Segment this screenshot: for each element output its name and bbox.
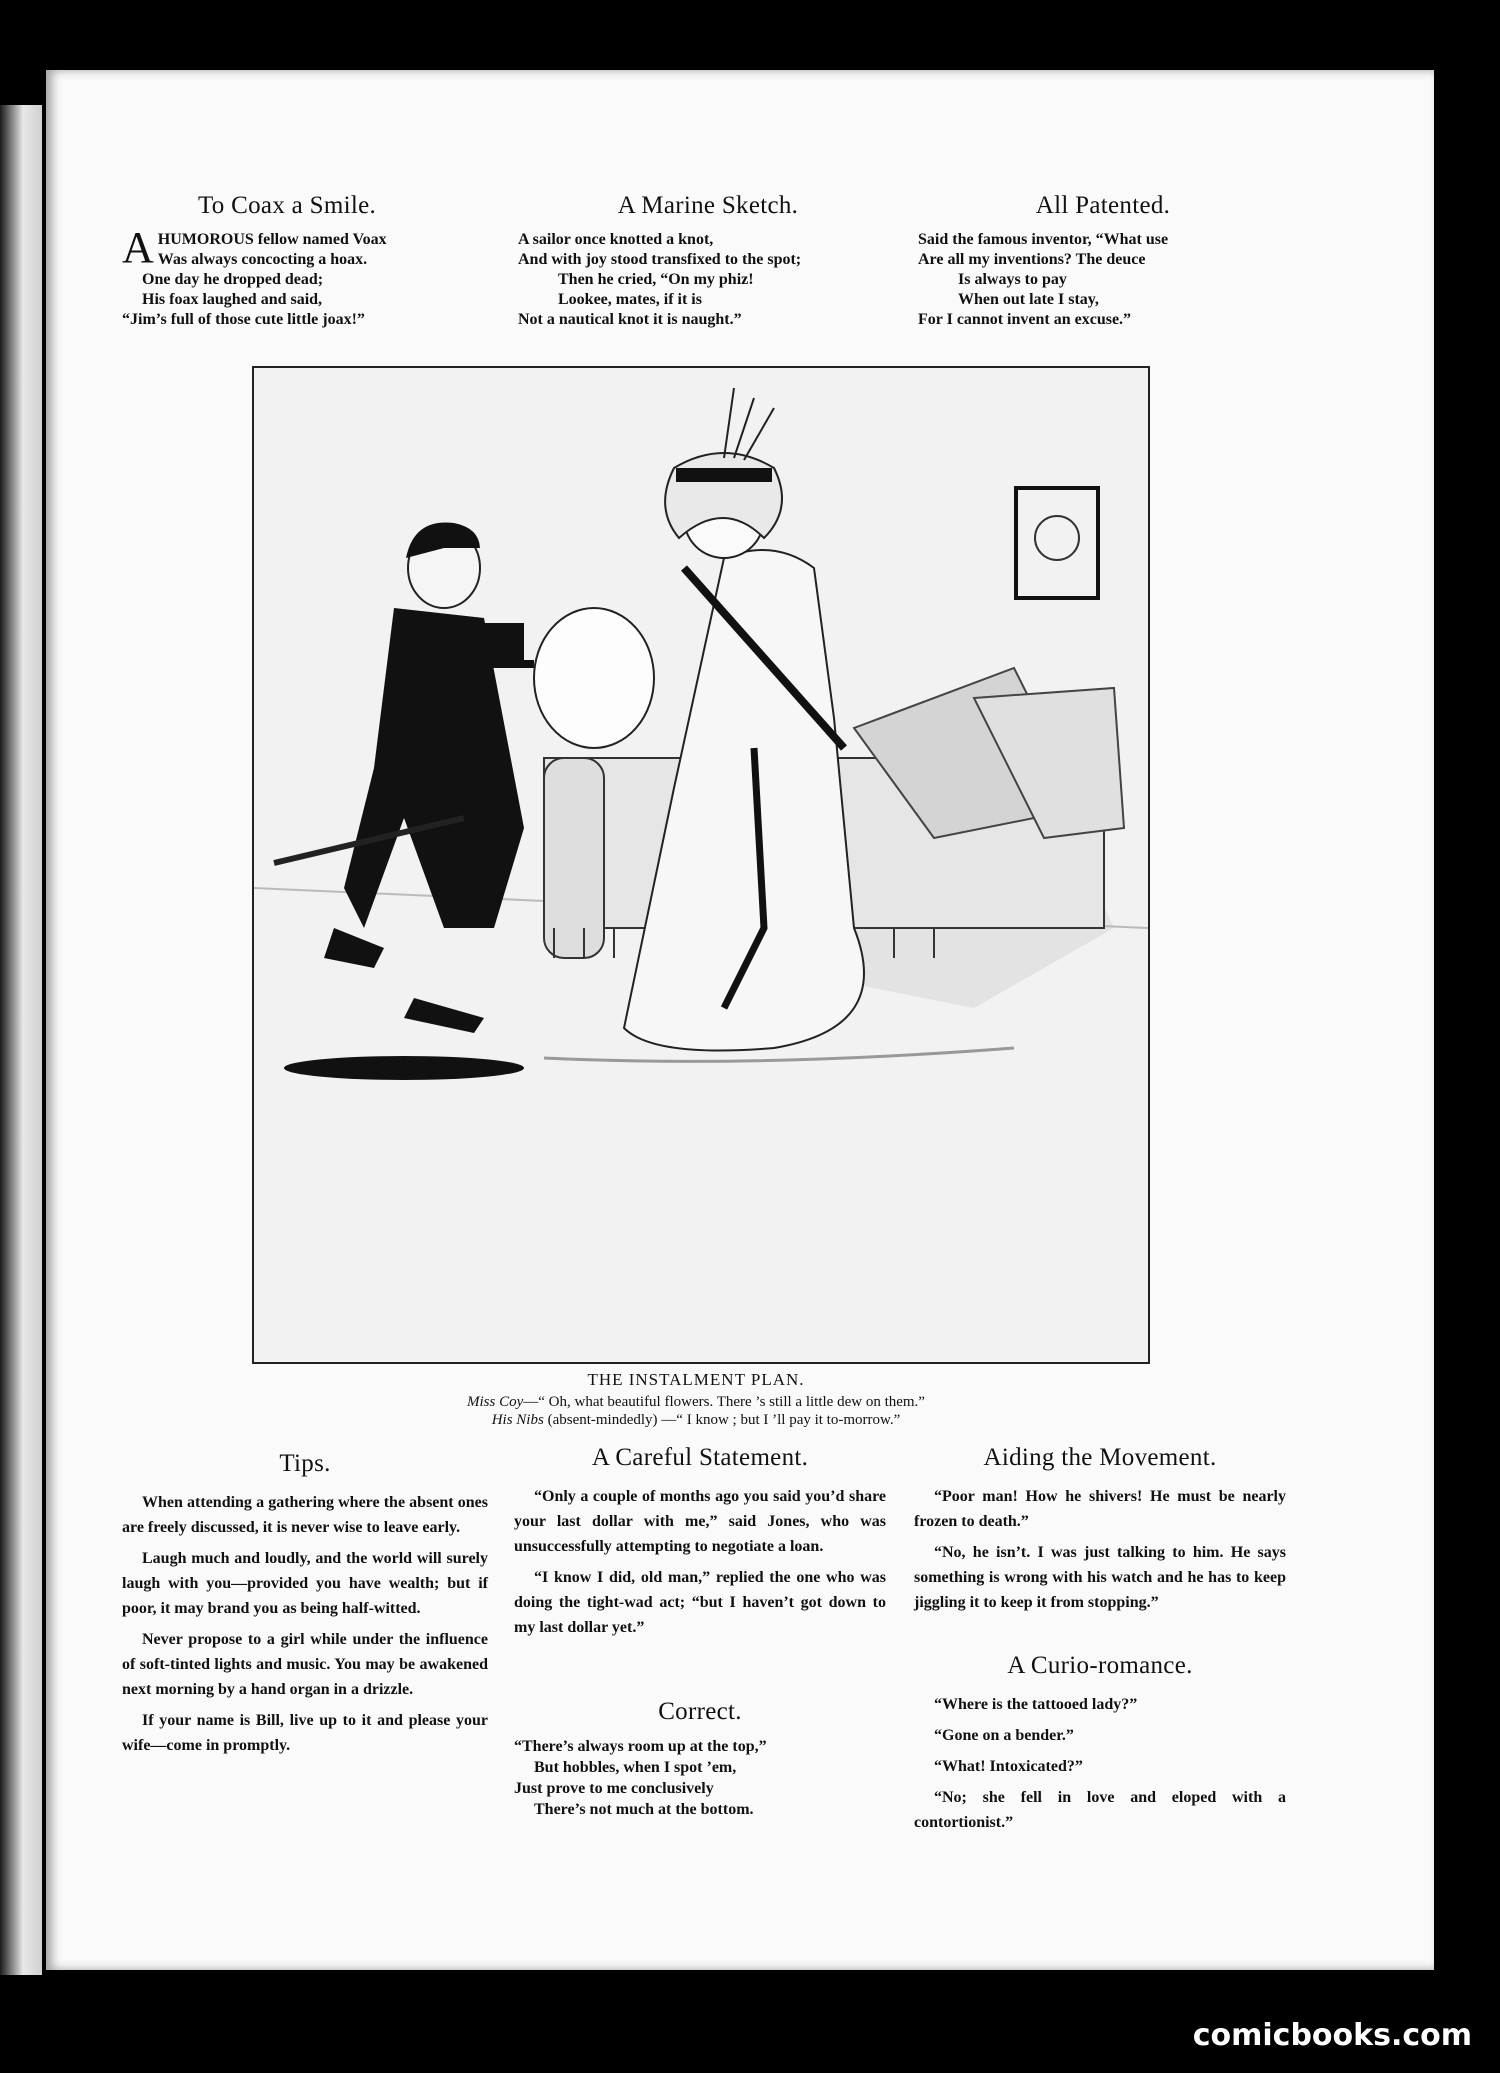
poem-line: Are all my inventions? The deuce — [918, 251, 1146, 268]
paragraph: “Only a couple of months ago you said you’d share your last dollar with me,” said Jones, who was unsuccessfully attempting to negotiate a loan. — [514, 1488, 886, 1555]
caption-text: —“ Oh, what beautiful flowers. There ’s still a little dew on them.” — [523, 1394, 925, 1410]
poem-line: Lookee, mates, if it is — [558, 291, 702, 308]
poem-line: Was always concocting a hoax. — [157, 251, 368, 268]
cartoon-drawing — [254, 368, 1148, 1362]
poem-line: When out late I stay, — [958, 291, 1099, 308]
caption-speaker: Miss Coy — [467, 1394, 524, 1410]
poem-line: There’s not much at the bottom. — [534, 1801, 754, 1818]
poem-patented — [918, 192, 1288, 330]
paragraph: When attending a gathering where the absent ones are freely discussed, it is never wise to leave early. — [122, 1494, 488, 1536]
left-page-edge — [0, 105, 42, 1975]
paragraph: “No; she fell in love and eloped with a contortionist.” — [914, 1789, 1286, 1831]
article-title: A Curio-romance. — [1007, 1652, 1193, 1679]
article-aiding — [914, 1444, 1286, 1621]
poem-line: For I cannot invent an excuse.” — [918, 311, 1132, 328]
paragraph: “Gone on a bender.” — [934, 1727, 1074, 1744]
paragraph: If your name is Bill, live up to it and please your wife—come in promptly. — [122, 1712, 488, 1754]
poem-line: A sailor once knotted a knot, — [518, 231, 714, 248]
poem-line: But hobbles, when I spot ’em, — [534, 1759, 737, 1776]
poem-title: A Marine Sketch. — [617, 192, 799, 219]
poem-line: Just prove to me conclusively — [514, 1780, 714, 1797]
paragraph: Laugh much and loudly, and the world will surely laugh with you—provided you have wealth; but if poor, it may brand you as being half-witted. — [122, 1550, 488, 1617]
poem-line: HUMOROUS fellow named Voax — [157, 231, 387, 248]
article-body — [514, 1484, 886, 1640]
paragraph: “What! Intoxicated?” — [934, 1758, 1083, 1775]
article-title: Tips. — [279, 1450, 331, 1477]
site-watermark: comicbooks.com — [1192, 2018, 1472, 2053]
caption-line-1 — [296, 1394, 1096, 1411]
caption-speaker: His Nibs — [491, 1412, 544, 1428]
paragraph: “I know I did, old man,” replied the one who was doing the tight-wad act; “but I haven’t got down to my last dollar yet.” — [514, 1569, 886, 1636]
article-tips — [122, 1450, 488, 1764]
poem-line: And with joy stood transfixed to the spot; — [518, 251, 802, 268]
poem-line: “There’s always room up at the top,” — [514, 1738, 767, 1755]
poem-correct — [514, 1698, 886, 1820]
poem-marine — [518, 192, 898, 330]
poem-body — [122, 223, 452, 330]
poem-line: His foax laughed and said, — [142, 291, 323, 308]
poem-line: One day he dropped dead; — [142, 271, 324, 288]
paragraph: “No, he isn’t. I was just talking to him. He says something is wrong with his watch and he has to keep jiggling it to keep it from stopping.” — [914, 1544, 1286, 1611]
caption-title: THE INSTALMENT PLAN. — [587, 1370, 805, 1389]
dropcap: A — [122, 223, 154, 272]
article-title: Aiding the Movement. — [983, 1444, 1217, 1471]
poem-body — [514, 1736, 886, 1820]
poem-title: To Coax a Smile. — [197, 192, 377, 219]
caption-line-2 — [296, 1412, 1096, 1429]
poem-body — [918, 230, 1288, 330]
paragraph: Never propose to a girl while under the influence of soft-tinted lights and music. You may be awakened next morning by a hand organ in a drizzle. — [122, 1631, 488, 1698]
poem-line: Not a nautical knot it is naught.” — [518, 311, 742, 328]
article-careful — [514, 1444, 886, 1646]
paragraph: “Poor man! How he shivers! He must be nearly frozen to death.” — [914, 1488, 1286, 1530]
poem-coax — [122, 192, 452, 330]
article-body — [914, 1692, 1286, 1835]
poem-line: Is always to pay — [958, 271, 1067, 288]
poem-line: Said the famous inventor, “What use — [918, 231, 1169, 248]
article-title: A Careful Statement. — [591, 1444, 809, 1471]
article-body — [914, 1484, 1286, 1615]
article-curio — [914, 1652, 1286, 1841]
cartoon-illustration — [252, 366, 1150, 1364]
poem-body — [518, 230, 898, 330]
caption-text: (absent-mindedly) —“ I know ; but I ’ll pay it to-morrow.” — [543, 1412, 901, 1428]
paragraph: “Where is the tattooed lady?” — [934, 1696, 1138, 1713]
poem-line: “Jim’s full of those cute little joax!” — [122, 311, 365, 328]
poem-line: Then he cried, “On my phiz! — [558, 271, 754, 288]
article-body — [122, 1490, 488, 1758]
poem-title: Correct. — [658, 1698, 742, 1725]
magazine-page — [46, 70, 1434, 1970]
poem-title: All Patented. — [1035, 192, 1171, 219]
